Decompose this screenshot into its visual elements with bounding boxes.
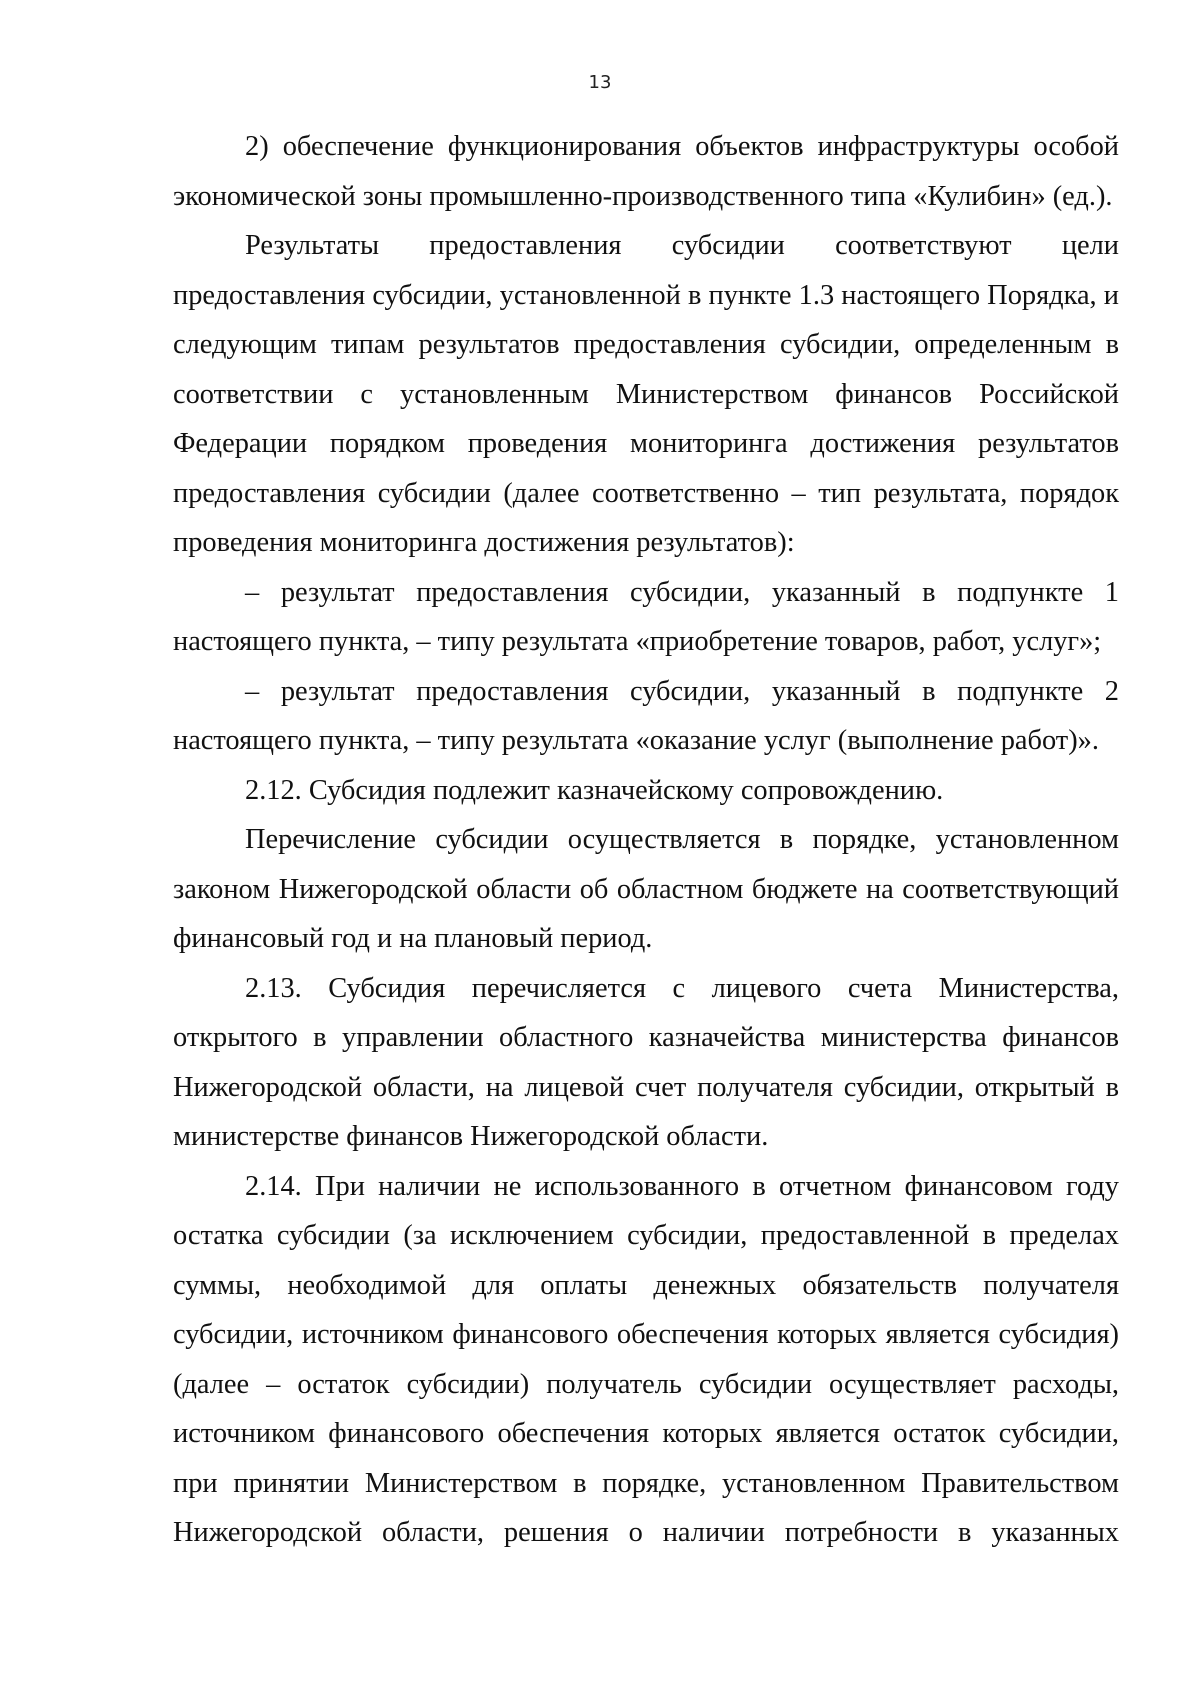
paragraph-transfer-procedure: Перечисление субсидии осуществляется в порядке, установленном законом Нижегородской области об областном бюджете на соответствующий финансовый год и на плановый период. [173, 824, 1119, 954]
paragraph-2-13: 2.13. Субсидия перечисляется с лицевого счета Министерства, открытого в управлении областного казначейства министерства финансов Нижегородской области, на лицевой счет получателя субсидии, открытый в министерстве финансов Нижегородской области. [173, 972, 1119, 1152]
paragraph-result-subitem-1: – результат предоставления субсидии, указанный в подпункте 1 настоящего пункта, – типу результата «приобретение товаров, работ, услуг»; [173, 576, 1119, 657]
page-number: 13 [588, 72, 612, 93]
paragraph-2-12: 2.12. Субсидия подлежит казначейскому сопровождению. [245, 774, 944, 806]
document-body [173, 122, 1119, 1558]
paragraph-2-14: 2.14. При наличии не использованного в отчетном финансовом году остатка субсидии (за исключением субсидии, предоставленной в пределах суммы, необходимой для оплаты денежных обязательств получателя субсидии, источником финансового обеспечения которых является субсидия) (далее – остаток субсидии) получатель субсидии осуществляет расходы, источником финансового обеспечения которых является остаток субсидии, при принятии Министерством в порядке, установленном Правительством Нижегородской области, решения о наличии потребности в указанных [173, 1170, 1119, 1548]
paragraph-result-subitem-2: – результат предоставления субсидии, указанный в подпункте 2 настоящего пункта, – типу результата «оказание услуг (выполнение работ)». [173, 675, 1119, 756]
paragraph-infrastructure-item: 2) обеспечение функционирования объектов инфраструктуры особой экономической зоны промышленно-производственного типа «Кулибин» (ед.). [173, 131, 1119, 212]
paragraph-results-definition: Результаты предоставления субсидии соответствуют цели предоставления субсидии, установленной в пункте 1.3 настоящего Порядка, и следующим типам результатов предоставления субсидии, определенным в соответствии с установленным Министерством финансов Российской Федерации порядком проведения мониторинга достижения результатов предоставления субсидии (далее соответственно – тип результата, порядок проведения мониторинга достижения результатов): [173, 230, 1119, 558]
